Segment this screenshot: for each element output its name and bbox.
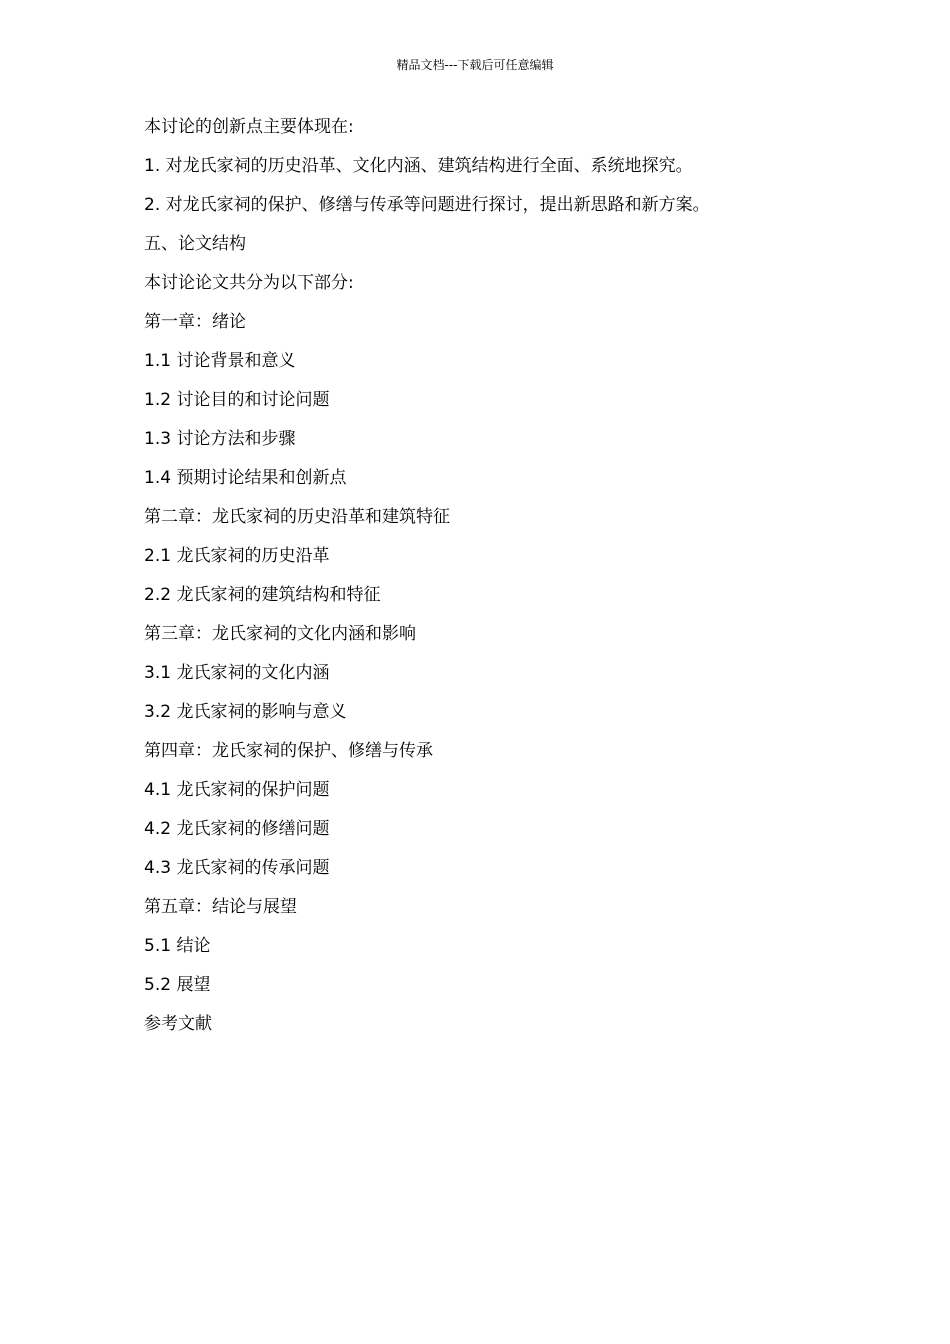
section-2-1: 2.1 龙氏家祠的历史沿革: [144, 546, 330, 566]
section-4-3: 4.3 龙氏家祠的传承问题: [144, 858, 330, 878]
innovation-point-1: 1. 对龙氏家祠的历史沿革、文化内涵、建筑结构进行全面、系统地探究。: [144, 156, 693, 176]
chapter-3-title: 第三章：龙氏家祠的文化内涵和影响: [144, 624, 416, 644]
chapter-2-title: 第二章：龙氏家祠的历史沿革和建筑特征: [144, 507, 450, 527]
references-heading: 参考文献: [144, 1014, 212, 1034]
chapter-4-title: 第四章：龙氏家祠的保护、修缮与传承: [144, 741, 433, 761]
chapter-5-title: 第五章：结论与展望: [144, 897, 297, 917]
section-1-4: 1.4 预期讨论结果和创新点: [144, 468, 347, 488]
page-header: 精品文档---下载后可任意编辑: [396, 58, 554, 72]
section-3-2: 3.2 龙氏家祠的影响与意义: [144, 702, 347, 722]
innovation-point-2: 2. 对龙氏家祠的保护、修缮与传承等问题进行探讨，提出新思路和新方案。: [144, 195, 710, 215]
section-1-3: 1.3 讨论方法和步骤: [144, 429, 296, 449]
innovation-intro: 本讨论的创新点主要体现在:: [144, 117, 354, 137]
section-5-1: 5.1 结论: [144, 936, 211, 956]
document-body: [144, 116, 844, 1052]
section-4-1: 4.1 龙氏家祠的保护问题: [144, 780, 330, 800]
section-2-2: 2.2 龙氏家祠的建筑结构和特征: [144, 585, 381, 605]
section-4-2: 4.2 龙氏家祠的修缮问题: [144, 819, 330, 839]
section-1-1: 1.1 讨论背景和意义: [144, 351, 296, 371]
section-1-2: 1.2 讨论目的和讨论问题: [144, 390, 330, 410]
section-heading-structure: 五、论文结构: [144, 234, 246, 254]
section-5-2: 5.2 展望: [144, 975, 211, 995]
chapter-1-title: 第一章：绪论: [144, 312, 246, 332]
section-3-1: 3.1 龙氏家祠的文化内涵: [144, 663, 330, 683]
structure-intro: 本讨论论文共分为以下部分:: [144, 273, 354, 293]
